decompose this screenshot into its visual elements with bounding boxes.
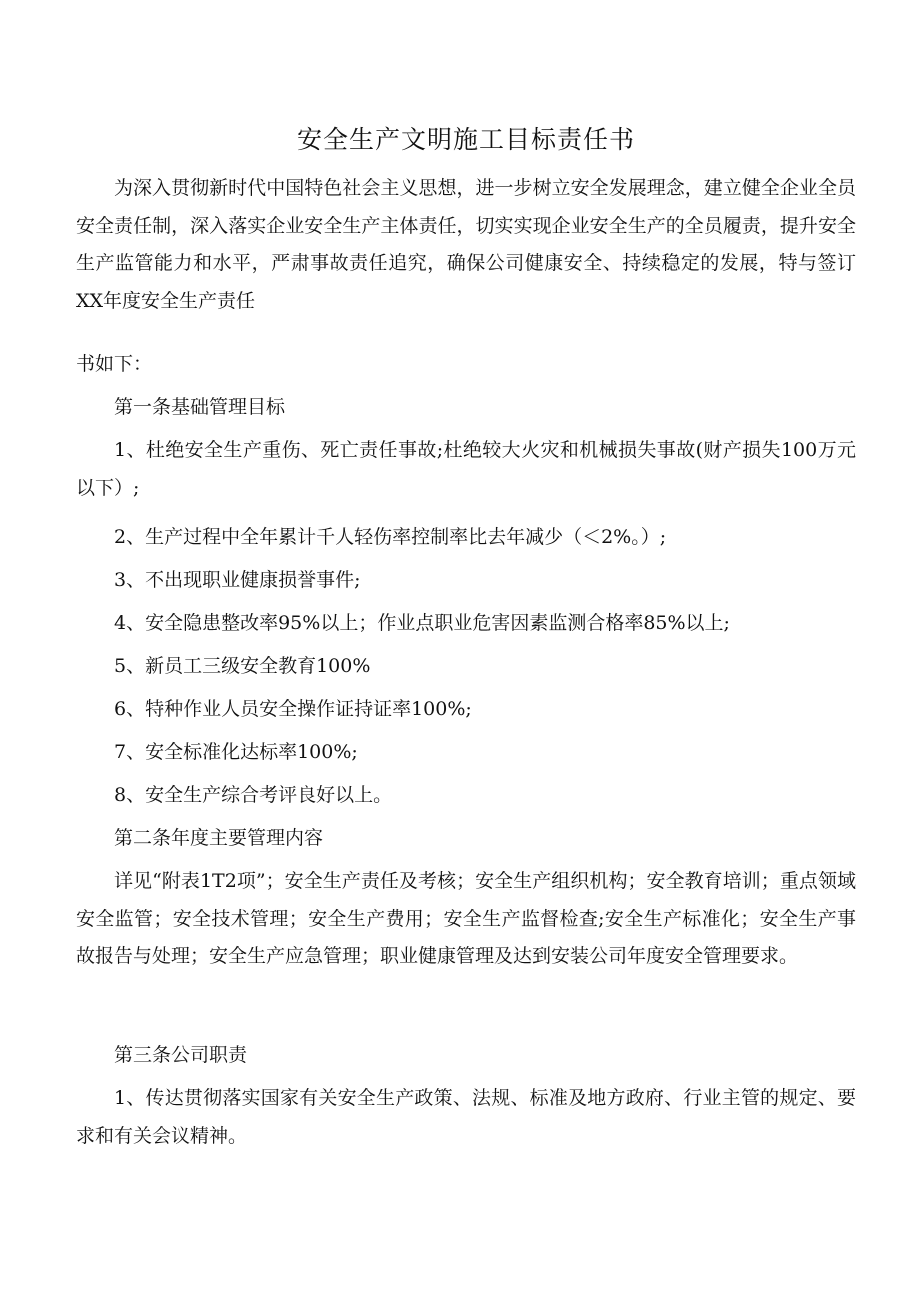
article-3-item-1: 1、传达贯彻落实国家有关安全生产政策、法规、标准及地方政府、行业主管的规定、要求和有关会议精神。 bbox=[76, 1087, 856, 1147]
article-1-item-7: 7、安全标准化达标率100%; bbox=[114, 741, 358, 763]
article-1-item-3: 3、不出现职业健康损誉事件; bbox=[114, 569, 361, 591]
article-1-item-1: 1、杜绝安全生产重伤、死亡责任事故;杜绝较大火灾和机械损失事故(财产损失100万元以下）; bbox=[76, 439, 856, 499]
document-title: 安全生产文明施工目标责任书 bbox=[296, 125, 635, 154]
article-1-heading: 第一条基础管理目标 bbox=[114, 396, 286, 418]
article-2-body: 详见“附表1T2项”；安全生产责任及考核；安全生产组织机构；安全教育培训；重点领域安全监管；安全技术管理；安全生产费用；安全生产监督检查;安全生产标准化；安全生产事故报告与处理；安全生产应急管理；职业健康管理及达到安装公司年度安全管理要求。 bbox=[76, 870, 856, 968]
article-1-item-6: 6、特种作业人员安全操作证持证率100%; bbox=[114, 698, 472, 720]
article-1-item-4: 4、安全隐患整改率95%以上；作业点职业危害因素监测合格率85%以上; bbox=[114, 612, 730, 634]
article-1-item-8: 8、安全生产综合考评良好以上。 bbox=[114, 784, 393, 806]
article-2-heading: 第二条年度主要管理内容 bbox=[114, 827, 324, 849]
intro-tail: 书如下： bbox=[76, 353, 153, 375]
intro-paragraph: 为深入贯彻新时代中国特色社会主义思想，进一步树立安全发展理念，建立健全企业全员安全责任制，深入落实企业安全生产主体责任，切实实现企业安全生产的全员履责，提升安全生产监管能力和水平，严肃事故责任追究，确保公司健康安全、持续稳定的发展，特与签订XX年度安全生产责任 bbox=[76, 177, 856, 312]
article-3-heading: 第三条公司职责 bbox=[114, 1044, 248, 1066]
article-1-item-2: 2、生产过程中全年累计千人轻伤率控制率比去年减少（＜2%。）; bbox=[114, 526, 667, 548]
article-1-item-5: 5、新员工三级安全教育100% bbox=[114, 655, 371, 677]
